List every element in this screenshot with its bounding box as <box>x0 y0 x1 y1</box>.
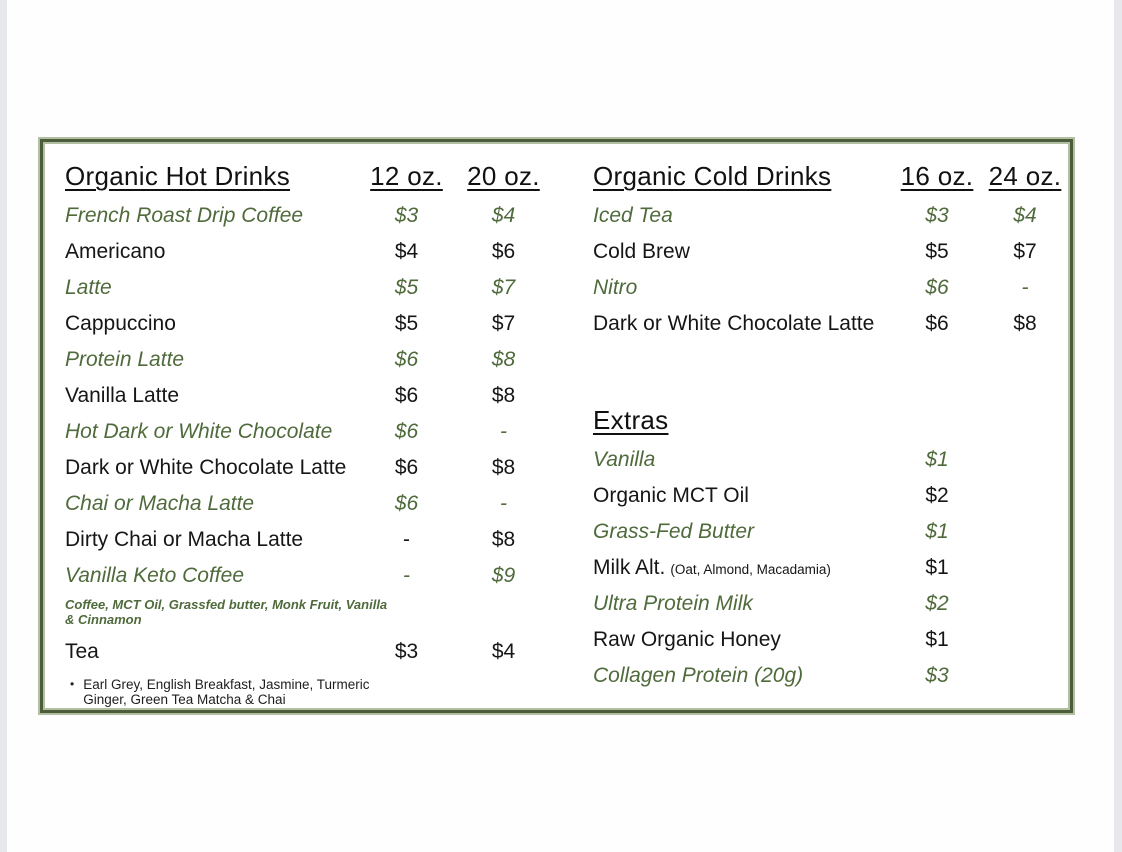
extras-title: Extras <box>593 405 669 435</box>
item-label: Dark or White Chocolate Latte <box>593 312 875 335</box>
item-price-small-size: - <box>403 528 410 551</box>
item-label: French Roast Drip Coffee <box>65 204 304 227</box>
item-price-small-size: $3 <box>394 204 419 227</box>
item-price-large-size: $8 <box>491 384 516 407</box>
item-price-large-size: - <box>1021 276 1029 299</box>
item-label: Nitro <box>593 276 638 299</box>
menu-row <box>593 442 1069 478</box>
item-price-small-size: $6 <box>394 384 419 407</box>
item-label: Latte <box>65 276 112 299</box>
item-label: Chai or Macha Latte <box>65 492 255 515</box>
menu-row <box>593 478 1069 514</box>
menu-row <box>593 622 1069 658</box>
item-price-large-size: $6 <box>491 240 516 263</box>
item-price-small-size: $5 <box>394 312 419 335</box>
item-price-large-size: $7 <box>491 312 516 335</box>
item-price: $2 <box>925 592 949 615</box>
menu-row <box>65 597 552 627</box>
item-price-small-size: $6 <box>394 492 419 515</box>
extras-header <box>593 402 1069 442</box>
item-label: Vanilla Latte <box>65 384 180 407</box>
item-label: Cappuccino <box>65 312 176 335</box>
item-price-small-size: $3 <box>394 640 419 663</box>
item-price-large-size: $9 <box>491 564 516 587</box>
item-price-small-size: - <box>403 564 410 587</box>
extras-rows <box>593 442 1069 694</box>
item-price-small-size: $6 <box>394 348 419 371</box>
cold-drinks-title: Organic Cold Drinks <box>593 161 832 191</box>
item-label: Americano <box>65 240 166 263</box>
right-column <box>593 158 1069 708</box>
item-note <box>65 677 395 707</box>
menu-row <box>593 234 1069 270</box>
extras-section <box>593 402 1069 694</box>
item-note-text: Earl Grey, English Breakfast, Jasmine, Turmeric Ginger, Green Tea Matcha & Chai <box>83 677 370 707</box>
cold-drinks-rows <box>593 198 1069 342</box>
menu-row <box>593 550 1069 586</box>
item-label: Milk Alt. <box>593 556 666 579</box>
item-label: Vanilla Keto Coffee <box>65 564 245 587</box>
bullet-icon: • <box>70 677 75 691</box>
item-label: Organic MCT Oil <box>593 484 749 507</box>
hot-drinks-section <box>65 158 552 708</box>
size-column-header-12oz: 12 oz. <box>370 161 443 191</box>
item-price: $1 <box>925 556 949 579</box>
cold-drinks-section <box>593 158 1069 342</box>
item-price-small-size: $5 <box>925 240 949 263</box>
item-price: $1 <box>925 628 949 651</box>
item-price-large-size: $4 <box>1013 204 1037 227</box>
item-price-large-size: $7 <box>1013 240 1037 263</box>
hot-drinks-rows <box>65 198 552 707</box>
hot-drinks-title: Organic Hot Drinks <box>65 161 291 191</box>
item-price-small-size: $6 <box>925 276 949 299</box>
item-price-large-size: $8 <box>491 528 516 551</box>
menu-row <box>65 414 552 450</box>
item-price: $2 <box>925 484 949 507</box>
item-label: Ultra Protein Milk <box>593 592 753 615</box>
menu-row <box>65 522 552 558</box>
menu-row <box>593 586 1069 622</box>
menu-card-frame-mid <box>40 139 1073 713</box>
menu-row <box>593 658 1069 694</box>
item-sub-label: (Oat, Almond, Macadamia) <box>670 562 831 577</box>
item-label: Raw Organic Honey <box>593 628 781 651</box>
menu-row <box>65 306 552 342</box>
menu-card-frame-inner <box>43 142 1070 710</box>
size-column-header-16oz: 16 oz. <box>900 161 974 191</box>
menu-row <box>593 306 1069 342</box>
menu-row <box>65 634 552 670</box>
size-column-header-24oz: 24 oz. <box>988 161 1062 191</box>
menu-row <box>65 198 552 234</box>
item-label: Hot Dark or White Chocolate <box>65 420 333 443</box>
menu-row <box>65 677 552 707</box>
menu-row <box>65 450 552 486</box>
item-price-small-size: $6 <box>394 420 419 443</box>
menu-row <box>593 514 1069 550</box>
item-label: Collagen Protein (20g) <box>593 664 804 687</box>
menu-card <box>38 137 1075 715</box>
item-price: $3 <box>925 664 949 687</box>
item-note <box>65 597 400 627</box>
item-price-small-size: $5 <box>394 276 419 299</box>
item-price-small-size: $6 <box>394 456 419 479</box>
size-column-header-20oz: 20 oz. <box>467 161 540 191</box>
menu-row <box>65 378 552 414</box>
cold-drinks-header <box>593 158 1069 198</box>
item-label: Tea <box>65 640 99 663</box>
item-price-large-size: $7 <box>491 276 516 299</box>
item-price-large-size: $4 <box>491 640 516 663</box>
item-label: Grass-Fed Butter <box>593 520 755 543</box>
menu-row <box>593 270 1069 306</box>
menu-row <box>593 198 1069 234</box>
item-price-small-size: $3 <box>925 204 949 227</box>
item-label: Cold Brew <box>593 240 690 263</box>
menu-row <box>65 486 552 522</box>
item-price-small-size: $6 <box>925 312 949 335</box>
item-label: Protein Latte <box>65 348 185 371</box>
item-label: Dark or White Chocolate Latte <box>65 456 347 479</box>
menu-row <box>65 270 552 306</box>
item-price-large-size: $8 <box>491 456 516 479</box>
item-price: $1 <box>925 520 949 543</box>
menu-row <box>65 342 552 378</box>
item-price-large-size: - <box>500 420 507 443</box>
item-label: Vanilla <box>593 448 656 471</box>
item-price-large-size: $8 <box>491 348 516 371</box>
item-label: Iced Tea <box>593 204 673 227</box>
item-price-large-size: $4 <box>491 204 516 227</box>
page-edge-gutter-left <box>0 0 7 852</box>
item-note-text: Coffee, MCT Oil, Grassfed butter, Monk Fruit, Vanilla & Cinnamon <box>65 597 388 627</box>
item-price-small-size: $4 <box>394 240 419 263</box>
page-edge-gutter-right <box>1114 0 1122 852</box>
item-price: $1 <box>925 448 949 471</box>
item-label: Dirty Chai or Macha Latte <box>65 528 304 551</box>
item-price-large-size: $8 <box>1013 312 1037 335</box>
menu-row <box>65 234 552 270</box>
menu-row <box>65 558 552 594</box>
hot-drinks-header <box>65 158 552 198</box>
item-price-large-size: - <box>500 492 507 515</box>
